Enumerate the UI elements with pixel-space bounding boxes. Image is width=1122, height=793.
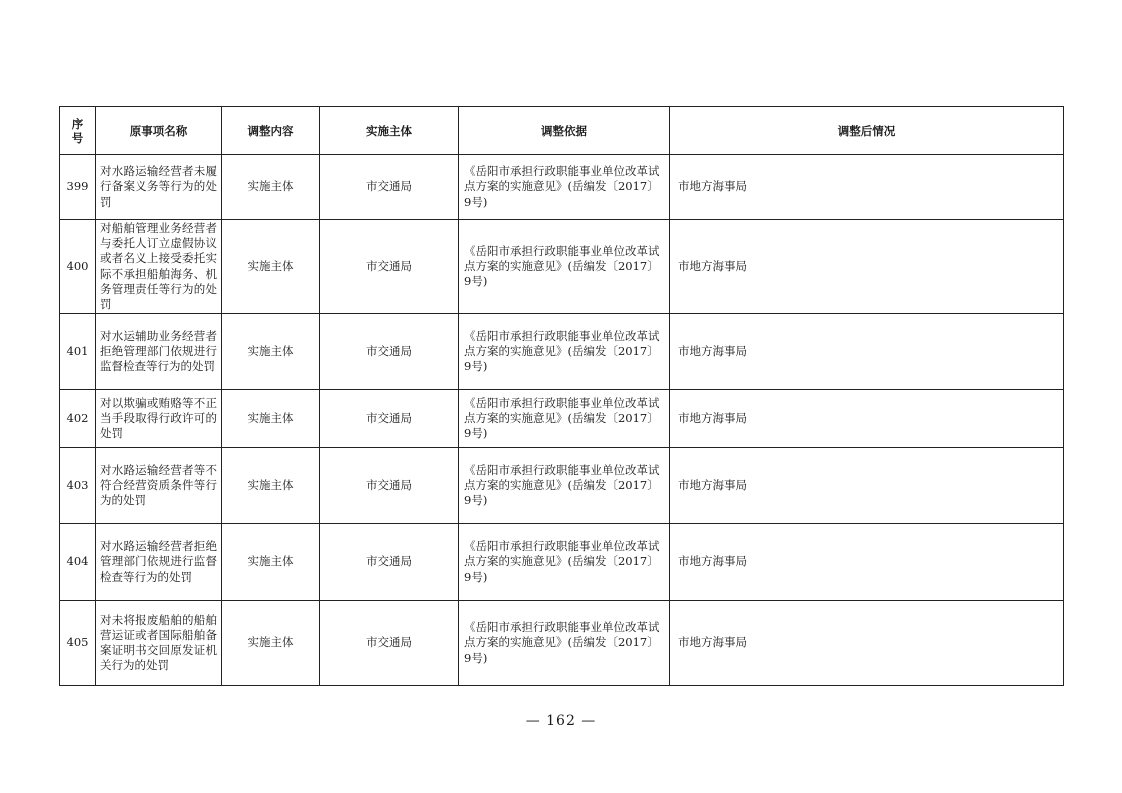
cell-content: 实施主体 (222, 448, 320, 524)
cell-after: 市地方海事局 (670, 155, 1064, 220)
cell-content: 实施主体 (222, 524, 320, 601)
cell-name: 对以欺骗或贿赂等不正当手段取得行政许可的处罚 (96, 390, 222, 448)
cell-name: 对水路运输经营者等不符合经营资质条件等行为的处罚 (96, 448, 222, 524)
table-row (60, 524, 1064, 601)
cell-no: 405 (60, 601, 96, 686)
header-no (60, 107, 96, 155)
cell-name: 对船舶管理业务经营者与委托人订立虚假协议或者名义上接受委托实际不承担船舶海务、机务管理责任等行为的处罚 (96, 220, 222, 314)
header-after: 调整后情况 (670, 107, 1064, 155)
header-content: 调整内容 (222, 107, 320, 155)
table-row (60, 314, 1064, 390)
cell-after: 市地方海事局 (670, 220, 1064, 314)
cell-content: 实施主体 (222, 314, 320, 390)
cell-content: 实施主体 (222, 601, 320, 686)
cell-content: 实施主体 (222, 390, 320, 448)
cell-subject: 市交通局 (320, 220, 459, 314)
cell-name: 对水运辅助业务经营者拒绝管理部门依规进行监督检查等行为的处罚 (96, 314, 222, 390)
cell-basis: 《岳阳市承担行政职能事业单位改革试点方案的实施意见》(岳编发〔2017〕9号) (459, 524, 670, 601)
cell-subject: 市交通局 (320, 524, 459, 601)
table-header (60, 107, 1064, 155)
cell-after: 市地方海事局 (670, 390, 1064, 448)
cell-subject: 市交通局 (320, 601, 459, 686)
cell-after: 市地方海事局 (670, 524, 1064, 601)
cell-basis: 《岳阳市承担行政职能事业单位改革试点方案的实施意见》(岳编发〔2017〕9号) (459, 448, 670, 524)
cell-no: 401 (60, 314, 96, 390)
cell-subject: 市交通局 (320, 314, 459, 390)
cell-subject: 市交通局 (320, 390, 459, 448)
cell-basis: 《岳阳市承担行政职能事业单位改革试点方案的实施意见》(岳编发〔2017〕9号) (459, 220, 670, 314)
table-row (60, 155, 1064, 220)
table-body (60, 155, 1064, 686)
header-name: 原事项名称 (96, 107, 222, 155)
table-row (60, 390, 1064, 448)
cell-no: 404 (60, 524, 96, 601)
cell-basis: 《岳阳市承担行政职能事业单位改革试点方案的实施意见》(岳编发〔2017〕9号) (459, 155, 670, 220)
header-subject: 实施主体 (320, 107, 459, 155)
cell-name: 对未将报废船舶的船舶营运证或者国际船舶备案证明书交回原发证机关行为的处罚 (96, 601, 222, 686)
cell-after: 市地方海事局 (670, 314, 1064, 390)
cell-name: 对水路运输经营者未履行备案义务等行为的处罚 (96, 155, 222, 220)
cell-content: 实施主体 (222, 220, 320, 314)
cell-no: 402 (60, 390, 96, 448)
header-basis: 调整依据 (459, 107, 670, 155)
cell-no: 403 (60, 448, 96, 524)
cell-after: 市地方海事局 (670, 448, 1064, 524)
cell-content: 实施主体 (222, 155, 320, 220)
cell-subject: 市交通局 (320, 155, 459, 220)
page-number: — 162 — (525, 713, 597, 729)
cell-subject: 市交通局 (320, 448, 459, 524)
cell-basis: 《岳阳市承担行政职能事业单位改革试点方案的实施意见》(岳编发〔2017〕9号) (459, 390, 670, 448)
table-row (60, 448, 1064, 524)
table-row (60, 220, 1064, 314)
adjustment-table (59, 106, 1064, 686)
cell-basis: 《岳阳市承担行政职能事业单位改革试点方案的实施意见》(岳编发〔2017〕9号) (459, 314, 670, 390)
cell-basis: 《岳阳市承担行政职能事业单位改革试点方案的实施意见》(岳编发〔2017〕9号) (459, 601, 670, 686)
table-row (60, 601, 1064, 686)
header-no-text: 序号 (71, 116, 84, 145)
header-row (60, 107, 1064, 155)
cell-name: 对水路运输经营者拒绝管理部门依规进行监督检查等行为的处罚 (96, 524, 222, 601)
cell-no: 399 (60, 155, 96, 220)
cell-no: 400 (60, 220, 96, 314)
cell-after: 市地方海事局 (670, 601, 1064, 686)
